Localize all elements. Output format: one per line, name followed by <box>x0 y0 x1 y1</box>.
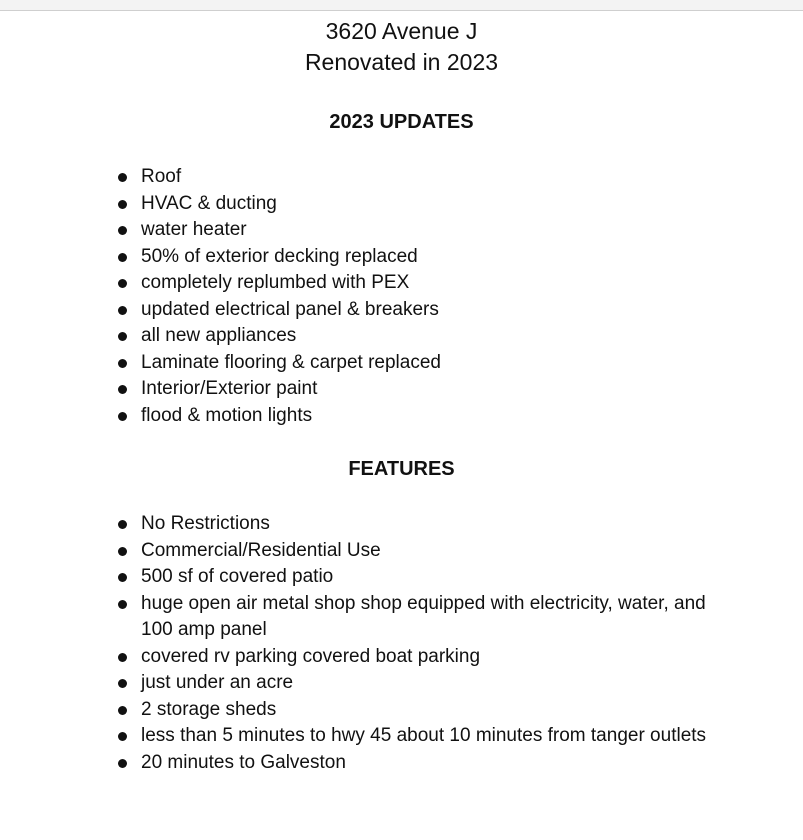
list-item <box>0 723 803 750</box>
list-item <box>0 564 803 591</box>
bullet-icon <box>118 679 127 688</box>
list-item <box>0 697 803 724</box>
features-list <box>0 511 803 776</box>
list-item <box>0 164 803 191</box>
list-item-text: Commercial/Residential Use <box>141 539 381 561</box>
list-item <box>0 350 803 377</box>
bullet-icon <box>118 385 127 394</box>
list-item <box>0 670 803 697</box>
bullet-icon <box>118 706 127 715</box>
list-item <box>0 244 803 271</box>
bullet-icon <box>118 653 127 662</box>
list-item <box>0 644 803 671</box>
window-top-border <box>0 0 803 11</box>
list-item-text: 50% of exterior decking replaced <box>141 245 418 267</box>
list-item-text: just under an acre <box>141 672 294 693</box>
list-item-text: flood & motion lights <box>141 404 313 426</box>
list-item-text: updated electrical panel & breakers <box>141 298 439 320</box>
list-item <box>0 323 803 350</box>
features-heading: FEATURES <box>348 458 455 480</box>
list-item-text: all new appliances <box>141 325 297 346</box>
list-item-text: Laminate flooring & carpet replaced <box>141 351 441 373</box>
list-item <box>0 538 803 565</box>
list-item-text: HVAC & ducting <box>141 192 277 214</box>
bullet-icon <box>118 279 127 288</box>
bullet-icon <box>118 253 127 262</box>
list-item-text: No Restrictions <box>141 513 270 534</box>
list-item <box>0 270 803 297</box>
updates-list <box>0 164 803 429</box>
bullet-icon <box>118 173 127 182</box>
bullet-icon <box>118 306 127 315</box>
bullet-icon <box>118 573 127 582</box>
bullet-icon <box>118 359 127 368</box>
bullet-icon <box>118 759 127 768</box>
list-item-text: less than 5 minutes to hwy 45 about 10 minutes from tanger outlets <box>141 725 707 746</box>
list-item <box>0 511 803 538</box>
bullet-icon <box>118 332 127 341</box>
list-item-text: covered rv parking covered boat parking <box>141 645 481 667</box>
list-item-text: 500 sf of covered patio <box>141 566 334 587</box>
bullet-icon <box>118 226 127 235</box>
list-item-text: 2 storage sheds <box>141 698 277 720</box>
bullet-icon <box>118 200 127 209</box>
list-item <box>0 591 803 644</box>
list-item <box>0 376 803 403</box>
list-item-text: Interior/Exterior paint <box>141 378 318 399</box>
list-item <box>0 297 803 324</box>
list-item-text: Roof <box>141 166 182 187</box>
bullet-icon <box>118 412 127 421</box>
list-item-text: completely replumbed with PEX <box>141 272 410 293</box>
property-address: 3620 Avenue J <box>325 18 478 44</box>
list-item <box>0 750 803 777</box>
updates-heading: 2023 UPDATES <box>329 111 474 133</box>
list-item <box>0 217 803 244</box>
list-item-text: water heater <box>141 219 247 240</box>
list-item <box>0 403 803 430</box>
bullet-icon <box>118 732 127 741</box>
list-item-text: 20 minutes to Galveston <box>141 751 346 773</box>
list-item-text: huge open air metal shop shop equipped with electricity, water, and 100 amp panel <box>141 592 706 640</box>
bullet-icon <box>118 547 127 556</box>
list-item <box>0 191 803 218</box>
renovation-subtitle: Renovated in 2023 <box>304 49 499 75</box>
bullet-icon <box>118 600 127 609</box>
bullet-icon <box>118 520 127 529</box>
